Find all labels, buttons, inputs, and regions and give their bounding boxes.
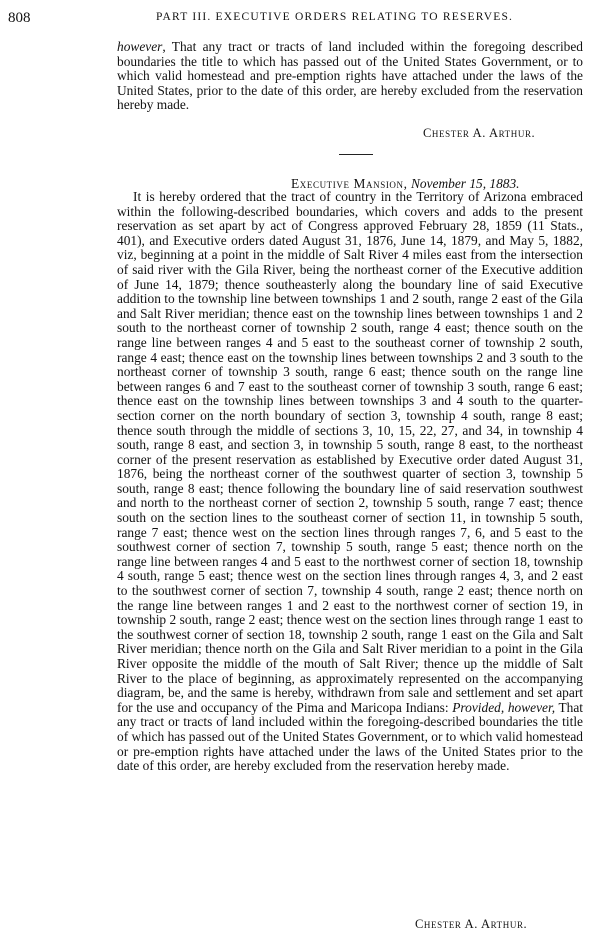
- order-2-provided: Provided, however,: [452, 699, 556, 715]
- running-head: [8, 10, 590, 28]
- order-2-text-end: That any tract or tracts of land included within the foregoing-described boundaries the title of which has passed out of the United States Government, or to which valid homestead or pre-emption rights have attached under the laws of the United States prior to the date of this order, are hereby excluded from the reservation hereby made.: [117, 699, 583, 774]
- order-2-signature: Chester A. Arthur.: [415, 917, 528, 931]
- order-1-lead-italic: however: [117, 39, 163, 54]
- dateline-place: Executive Mansion,: [291, 176, 408, 191]
- section-divider: [339, 154, 373, 155]
- order-1-signature: Chester A. Arthur.: [423, 126, 536, 140]
- page-number: 808: [8, 10, 31, 26]
- order-1-text: , That any tract or tracts of land included within the foregoing described boundaries the title to which has passed out of the United States Government, or to which valid homestead and pre-emption rights have attached under the laws of the United States, prior to the date of this order, are hereby excluded from the reservation hereby made.: [117, 39, 583, 113]
- order-2-text-main: It is hereby ordered that the tract of country in the Territory of Arizona embraced within the following-described boundaries, which covers and adds to the present reservation as set apart by act of Congress approved February 28, 1859 (11 Stats., 401), and Executive orders dated August 31, 1876, June 14, 1879, and May 5, 1882, viz, beginning at a point in the middle of Salt River 4 miles east from the intersection of said river with the Gila River, being the northeast corner of the Executive addition of June 14, 1879; thence southeasterly along the boundary line of said Executive addition to the township line between townships 1 and 2 south, range 2 east of the Gila and Salt River meridian; thence east on the township lines between townships 1 and 2 south to the northeast corner of township 2 south, range 4 east; thence south on the range line between ranges 4 and 5 east to the southeast corner of township 2 south, range 4 east; thence east on the township lines between townships 2 and 3 south to the northeast corner of township 3 south, range 6 east; thence south on the range line between ranges 6 and 7 east to the southeast corner of township 3 south, range 6 east; thence east on the township lines between townships 3 and 4 south to the quarter-section corner on the north boundary of section 3, township 4 south, range 8 east; thence south through the middle of sections 3, 10, 15, 22, 27, and 34, in township 4 south, range 8 east, and section 3, in township 5 south, range 8 east, to the northeast corner of the present reservation as established by Executive order dated August 31, 1876, being the northeast corner of the southwest quarter of section 3, township 5 south, range 8 east; thence following the boundary line of said reservation southwest and north to the northeast corner of section 2, township 5 south, range 7 east; thence south on the section lines to the southeast corner of section 11, in township 5 south, range 7 east; thence west on the section lines through ranges 7, 6, and 5 east to the southwest corner of section 7, township 5 south, range 5 east; thence north on the range line between ranges 4 and 5 east to the northwest corner of section 18, township 4 south, range 5 east; thence west on the section lines through ranges 4, 3, and 2 east to the southwest corner of section 7, township 4 south, range 2 east; thence north on the range line between ranges 1 and 2 east to the northwest corner of section 19, in township 2 south, range 2 east; thence west on the section lines through range 1 east to the southwest corner of section 18, township 2 south, range 1 east on the Gila and Salt River meridian; thence north on the Gila and Salt River meridian to a point in the Gila River opposite the middle of the mouth of Salt River; thence up the middle of Salt River to the place of beginning, as approximately represented on the accompanying diagram, be, and the same is hereby, withdrawn from sale and settlement and set apart for the use and occupancy of the Pima and Maricopa Indians:: [117, 189, 583, 715]
- order-1-closing-paragraph: [117, 40, 583, 113]
- order-2-paragraph: [117, 190, 583, 774]
- dateline-date: November 15, 1883.: [410, 176, 520, 191]
- running-head-title: PART III. EXECUTIVE ORDERS RELATING TO RESERVES.: [156, 11, 514, 23]
